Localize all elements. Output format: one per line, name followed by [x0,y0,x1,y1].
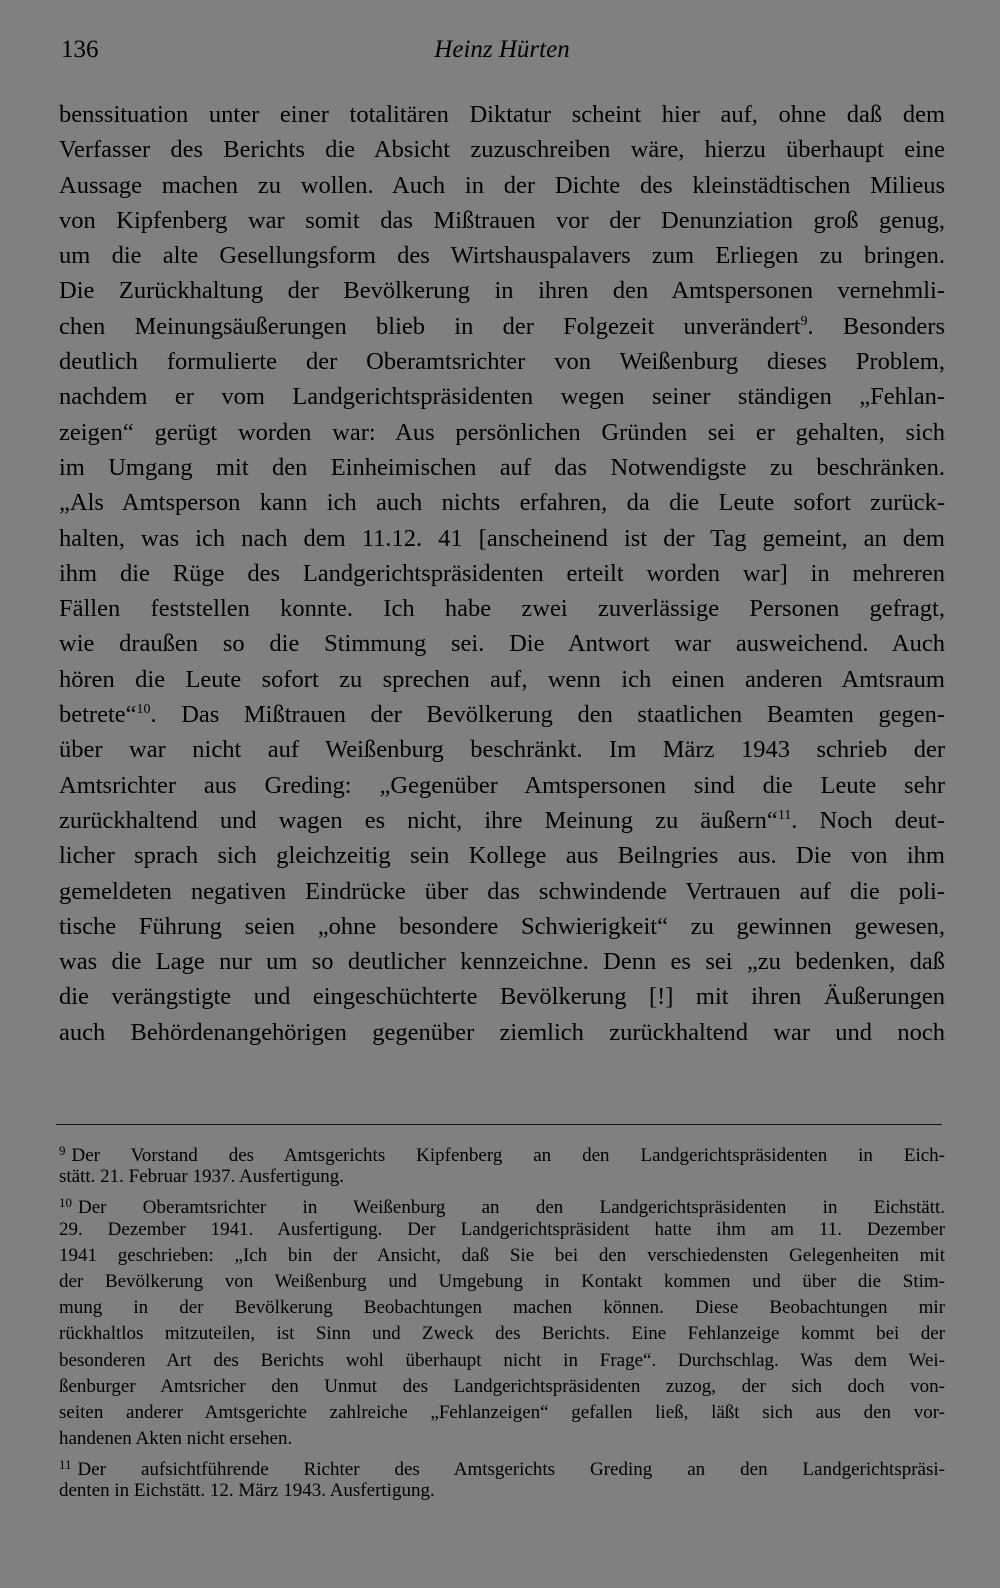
body-line: „Als Amtsperson kann ich auch nichts erfahren, da die Leute sofort zurück- [59,489,945,517]
footnote-line: mung in der Bevölkerung Beobachtungen machen können. Diese Beobachtungen mir [59,1297,945,1319]
footnote-reference[interactable]: 9 [800,313,808,329]
footnote-line: der Bevölkerung von Weißenburg und Umgebung in Kontakt kommen und über die Stim- [59,1270,945,1292]
body-text-segment: . Das Mißtrauen der Bevölkerung den staatlichen Beamten gegen- [150,701,945,729]
page-number: 136 [61,36,99,63]
body-text-segment: . Noch deut- [791,806,945,834]
footnote-reference[interactable]: 10 [136,702,151,718]
body-line: tische Führung seien „ohne besondere Schwierigkeit“ zu gewinnen gewesen, [59,912,945,940]
body-line: licher sprach sich gleichzeitig sein Kollege aus Beilngries aus. Die von ihm [59,842,945,870]
body-line: hören die Leute sofort zu sprechen auf, wenn ich einen anderen Amtsraum [59,665,945,693]
body-line: über war nicht auf Weißenburg beschränkt. Im März 1943 schrieb der [59,736,945,764]
body-line: was die Lage nur um so deutlicher kennzeichne. Denn es sei „zu bedenken, daß [59,948,945,976]
footnote-line: 29. Dezember 1941. Ausfertigung. Der Landgerichtspräsident hatte ihm am 11. Dezember [59,1218,945,1240]
body-line: deutlich formulierte der Oberamtsrichter von Weißenburg dieses Problem, [59,348,945,376]
body-text-segment: zurückhaltend und wagen es nicht, ihre Meinung zu äußern“ [59,806,778,834]
body-line: im Umgang mit den Einheimischen auf das Notwendigste zu beschränken. [59,453,945,481]
body-text-segment: chen Meinungsäußerungen blieb in der Folgezeit unverändert [59,312,801,340]
body-line: ihm die Rüge des Landgerichtspräsidenten erteilt worden war] in mehreren [59,559,945,587]
footnote-text: Der aufsichtführende Richter des Amtsgerichts Greding an den Landgerichtspräsi- [77,1459,945,1481]
footnote-marker: 11 [59,1457,72,1473]
footnote-line: denten in Eichstätt. 12. März 1943. Ausfertigung. [59,1480,435,1502]
footnote-11 [59,1452,945,1481]
footnote-line: besonderen Art des Berichts wohl überhaupt nicht in Frage“. Durchschlag. Was dem Wei- [59,1349,945,1371]
body-line: auch Behördenangehörigen gegenüber ziemlich zurückhaltend war und noch [59,1018,945,1046]
footnote-marker: 9 [59,1143,66,1158]
footnote-line: stätt. 21. Februar 1937. Ausfertigung. [59,1166,344,1188]
footnote-line: 1941 geschrieben: „Ich bin der Ansicht, daß Sie bei den verschiedensten Gelegenheiten mit [59,1244,945,1266]
body-line [59,309,945,344]
body-line [59,697,945,732]
body-line: die verängstigte und eingeschüchterte Bevölkerung [!] mit ihren Äußerungen [59,983,945,1011]
body-line: benssituation unter einer totalitären Diktatur scheint hier auf, ohne daß dem [59,101,945,128]
body-line: Amtsrichter aus Greding: „Gegenüber Amtspersonen sind die Leute sehr [59,771,945,799]
body-text-segment: betrete“ [59,701,137,729]
body-line: nachdem er vom Landgerichtspräsidenten wegen seiner ständigen „Fehlan- [59,383,945,411]
page-header [61,36,943,72]
body-line: Aussage machen zu wollen. Auch in der Dichte des kleinstädtischen Milieus [59,171,945,199]
footnote-line: ßenburger Amtsricher den Unmut des Landgerichtspräsidenten zuzog, der sich doch von- [59,1375,945,1397]
body-line: Verfasser des Berichts die Absicht zuzuschreiben wäre, hierzu überhaupt eine [59,136,945,164]
footnotes [59,1138,945,1505]
body-line: halten, was ich nach dem 11.12. 41 [anscheinend ist der Tag gemeint, an dem [59,524,945,552]
body-line: zeigen“ gerügt worden war: Aus persönlichen Gründen sei er gehalten, sich [59,418,945,446]
body-line [59,803,945,838]
body-line: wie draußen so die Stimmung sei. Die Antwort war ausweichend. Auch [59,630,945,658]
body-line: Die Zurückhaltung der Bevölkerung in ihren den Amtspersonen vernehmli- [59,277,945,305]
footnote-text: Der Vorstand des Amtsgerichts Kipfenberg an den Landgerichtspräsidenten in Eich- [71,1145,945,1166]
body-line: Fällen feststellen konnte. Ich habe zwei zuverlässige Personen gefragt, [59,595,945,623]
footnote-line: seiten anderer Amtsgerichte zahlreiche „Fehlanzeigen“ gefallen ließ, läßt sich aus den vor- [59,1401,945,1423]
body-line: von Kipfenberg war somit das Mißtrauen vor der Denunziation groß genug, [59,206,945,234]
footnote-text: Der Oberamtsrichter in Weißenburg an den Landgerichtspräsidenten in Eichstätt. [78,1197,945,1219]
footnote-line: handenen Akten nicht ersehen. [59,1428,293,1450]
footnote-reference[interactable]: 11 [777,807,792,823]
body-text-segment: . Besonders [807,312,945,340]
footnote-line: rückhaltlos mitzuteilen, ist Sinn und Zweck des Berichts. Eine Fehlanzeige kommt bei der [59,1323,945,1345]
body-line: gemeldeten negativen Eindrücke über das schwindende Vertrauen auf die poli- [59,877,945,905]
footnote-9 [59,1138,945,1164]
body-text [59,97,945,1050]
footnote-marker: 10 [59,1195,72,1211]
running-head: Heinz Hürten [434,36,570,63]
footnote-divider [56,1124,942,1125]
body-line: um die alte Gesellungsform des Wirtshauspalavers zum Erliegen zu bringen. [59,242,945,270]
footnote-10 [59,1190,945,1219]
